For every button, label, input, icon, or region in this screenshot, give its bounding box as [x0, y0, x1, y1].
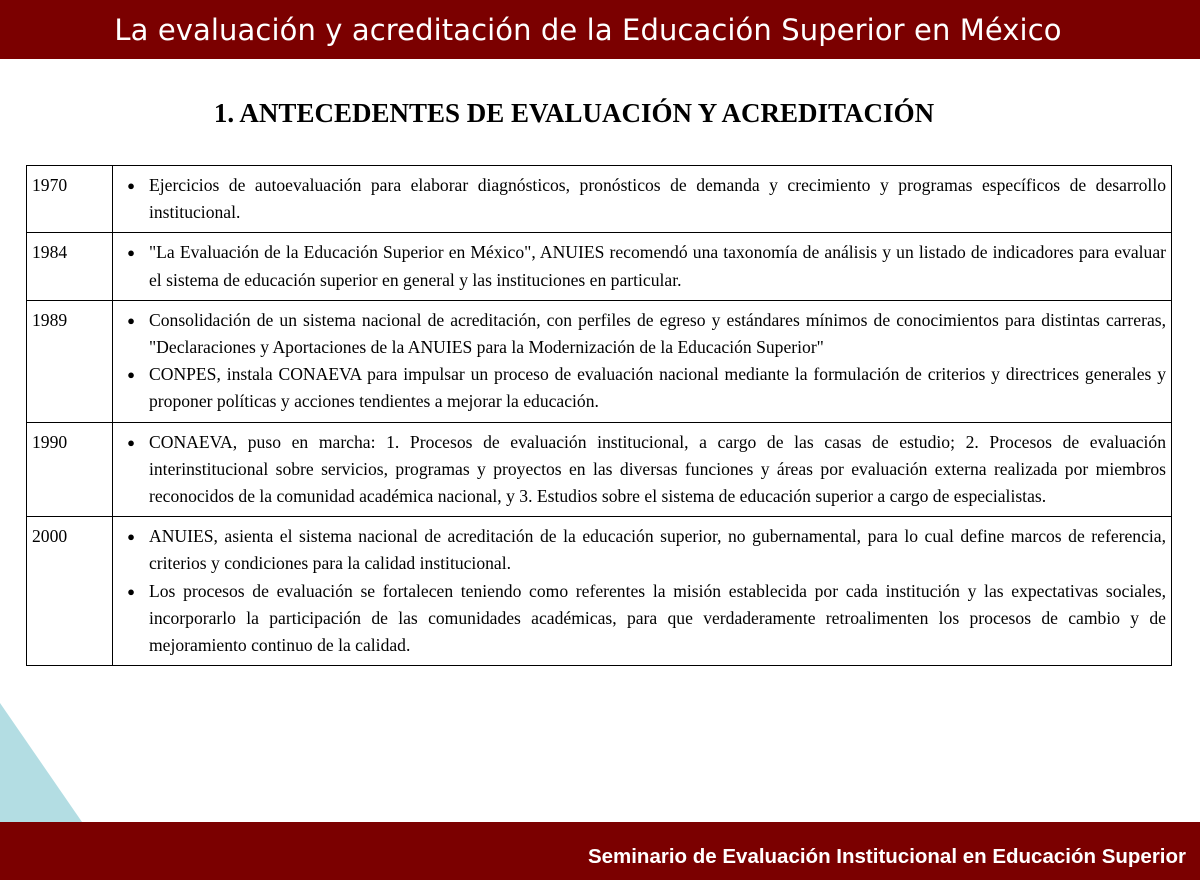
bullet-icon: ● — [127, 434, 135, 450]
list-item — [113, 172, 1166, 226]
list-item — [113, 578, 1166, 660]
timeline-table — [26, 165, 1172, 666]
list-item — [113, 307, 1166, 361]
bullet-icon: ● — [127, 583, 135, 599]
item-text: CONAEVA, puso en marcha: 1. Procesos de evaluación institucional, a cargo de las casas de estudio; 2. Procesos de evaluación interinstitucional sobre servicios, programas y proyectos en las diversas funciones y áreas por evaluación externa realizada por miembros reconocidos de la comunidad académica nacional, y 3. Estudios sobre el sistema de educación superior a cargo de especialistas. — [149, 431, 1166, 507]
list-item — [113, 239, 1166, 293]
content-cell — [113, 166, 1172, 233]
bullet-icon: ● — [127, 245, 135, 261]
item-text: Ejercicios de autoevaluación para elaborar diagnósticos, pronósticos de demanda y crecimiento y programas específicos de desarrollo institucional. — [149, 175, 1166, 223]
item-text: CONPES, instala CONAEVA para impulsar un proceso de evaluación nacional mediante la formulación de criterios y directrices generales y proponer políticas y acciones tendientes a mejorar la educación. — [149, 364, 1166, 412]
content-cell — [113, 300, 1172, 422]
table-body — [27, 166, 1172, 666]
item-text: Consolidación de un sistema nacional de acreditación, con perfiles de egreso y estándares mínimos de conocimientos para distintas carreras, "Declaraciones y Aportaciones de la ANUIES para la Modernización de la Educación Superior" — [149, 309, 1166, 358]
item-text: Los procesos de evaluación se fortalecen teniendo como referentes la misión establecida por cada institución y las expectativas sociales, incorporarlo la participación de las comunidades académicas, para que verdaderamente retroalimenten los procesos de cambio y de mejoramiento continuo de la calidad. — [149, 580, 1166, 656]
footer-text: Seminario de Evaluación Institucional en Educación Superior — [587, 845, 1186, 868]
year-cell: 1989 — [27, 300, 113, 422]
table-row — [27, 166, 1172, 233]
content-cell — [113, 233, 1172, 300]
table-row — [27, 422, 1172, 517]
table-row — [27, 517, 1172, 666]
list-item — [113, 429, 1166, 511]
item-text: ANUIES, asienta el sistema nacional de acreditación de la educación superior, no gubernamental, para lo cual define marcos de referencia, criterios y condiciones para la calidad institucional. — [149, 526, 1166, 574]
bullet-icon: ● — [127, 367, 135, 383]
section-heading: 1. ANTECEDENTES DE EVALUACIÓN Y ACREDITACIÓN — [213, 98, 935, 128]
header-bar — [0, 0, 1200, 59]
slide-title: La evaluación y acreditación de la Educación Superior en México — [114, 12, 1062, 47]
year-cell: 2000 — [27, 517, 113, 666]
bullet-icon: ● — [127, 529, 135, 545]
list-item — [113, 523, 1166, 577]
content-cell — [113, 517, 1172, 666]
footer-bar — [0, 822, 1200, 880]
year-cell: 1990 — [27, 422, 113, 517]
year-cell: 1984 — [27, 233, 113, 300]
year-cell: 1970 — [27, 166, 113, 233]
content-cell — [113, 422, 1172, 517]
table-row — [27, 300, 1172, 422]
table-row — [27, 233, 1172, 300]
bullet-icon: ● — [127, 312, 135, 328]
item-text: "La Evaluación de la Educación Superior en México", ANUIES recomendó una taxonomía de análisis y un listado de indicadores para evaluar el sistema de educación superior en general y las instituciones en particular. — [149, 242, 1166, 290]
bullet-icon: ● — [127, 178, 135, 193]
list-item — [113, 361, 1166, 415]
